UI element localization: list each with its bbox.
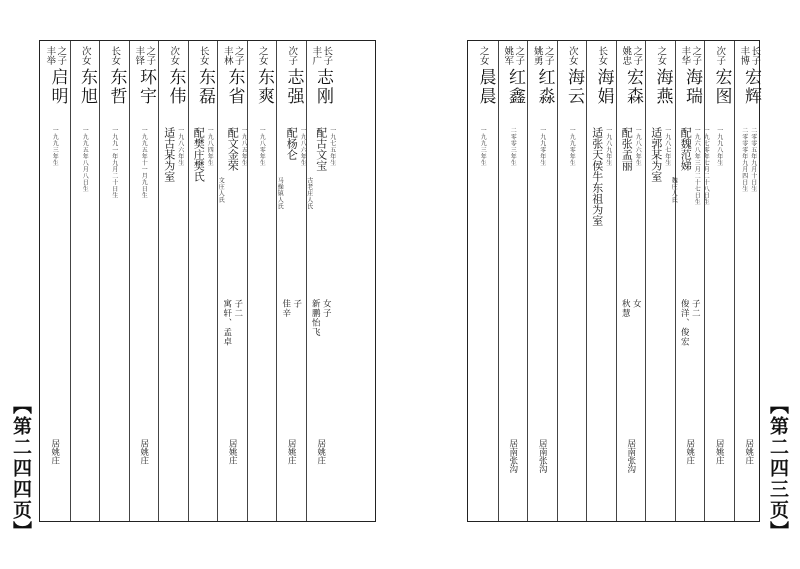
relation-text: 之女 — [256, 46, 268, 65]
relation-text: 之子 — [513, 46, 525, 65]
residence-text: 居南张沟 — [625, 439, 636, 473]
person-details — [100, 127, 129, 199]
person-details — [528, 127, 557, 166]
genealogy-entry — [645, 41, 678, 521]
children-text: 子 — [291, 299, 302, 309]
residence-text: 居姚庄 — [684, 439, 695, 465]
residence — [676, 439, 705, 465]
genealogy-entry — [498, 41, 528, 521]
relation-label — [587, 46, 616, 65]
person-name: 志强 — [283, 68, 304, 106]
genealogy-entry — [276, 41, 306, 521]
residence — [528, 439, 557, 473]
relation-text: 丰华 — [679, 46, 691, 65]
origin-note: 文庄人氏 — [217, 177, 225, 203]
relation-label — [307, 46, 336, 65]
residence-text: 居姚庄 — [743, 439, 754, 465]
birth-date: 一九八六年生 — [634, 127, 642, 166]
birth-date: 二零零零年九月四日生 — [740, 127, 748, 192]
residence-text: 居南张沟 — [537, 439, 548, 473]
children-info — [617, 299, 646, 318]
relation-text: 长子 — [749, 46, 761, 65]
person-name: 东磊 — [195, 68, 215, 106]
spouse-info: 适古某为室 — [162, 127, 176, 182]
relation-label — [705, 46, 734, 65]
person-details — [189, 127, 218, 182]
relation-label — [676, 46, 705, 65]
relation-label — [248, 46, 277, 65]
genealogy-entry — [129, 41, 159, 521]
birth-date: 一九九八年生 — [715, 127, 723, 166]
birth-date: 一九八六年生 — [299, 127, 307, 166]
person-name: 宏森 — [623, 68, 643, 106]
person-name: 东旭 — [77, 68, 97, 106]
spouse-info: 适张天侯牛东祖为室 — [590, 127, 604, 226]
relation-text: 之子 — [690, 46, 702, 65]
spouse-info: 适郭某为室 — [649, 127, 663, 182]
relation-text: 丰举 — [44, 46, 56, 65]
person-details — [617, 127, 646, 171]
residence-text: 居姚庄 — [714, 439, 725, 465]
residence — [130, 439, 159, 465]
person-name: 海燕 — [652, 68, 673, 106]
left-page-table — [39, 40, 376, 522]
relation-text: 姚勇 — [531, 46, 543, 65]
relation-text: 次女 — [168, 46, 180, 65]
children-text: 俊洋、俊宏 — [679, 299, 690, 347]
residence — [617, 439, 646, 473]
relation-text: 次女 — [566, 46, 578, 65]
relation-label — [218, 46, 247, 65]
relation-label — [71, 46, 100, 65]
relation-label — [735, 46, 764, 65]
person-details — [159, 127, 188, 182]
right-page-table — [467, 40, 760, 522]
spouse-info: 配杨仑 — [285, 127, 299, 160]
birth-date: 二零零五年九月十日生 — [749, 127, 757, 192]
origin-note: 魏庄人氏 — [670, 177, 678, 203]
birth-date: 一九九零年生 — [538, 127, 546, 166]
relation-label — [646, 46, 675, 65]
residence — [499, 439, 528, 473]
genealogy-entry — [188, 41, 218, 521]
children-text: 女 — [631, 299, 642, 309]
relation-label — [277, 46, 306, 65]
birth-date: 一九九三年生 — [51, 127, 59, 166]
genealogy-entry — [217, 41, 247, 521]
relation-text: 长女 — [109, 46, 121, 65]
person-name: 东爽 — [254, 68, 274, 106]
children-text: 寓轩、孟卓 — [221, 299, 232, 347]
birth-date: 一九八六年生 — [176, 127, 184, 166]
relation-label — [499, 46, 528, 65]
birth-date: 一九九五年八月八日生 — [81, 127, 89, 192]
person-name: 红鑫 — [505, 68, 525, 106]
spouse-info: 配樊庄樊氏 — [192, 127, 206, 182]
person-name: 东省 — [224, 68, 245, 106]
children-info — [676, 299, 705, 347]
relation-text: 丰铎 — [133, 46, 145, 65]
residence — [307, 439, 336, 465]
relation-label — [558, 46, 587, 65]
residence — [40, 439, 70, 465]
residence — [705, 439, 734, 465]
residence — [277, 439, 306, 465]
relation-label — [189, 46, 218, 65]
birth-date: 一九九三年生 — [479, 127, 487, 166]
children-info — [218, 299, 247, 347]
residence-text: 居姚庄 — [286, 439, 297, 465]
person-details — [218, 127, 247, 203]
birth-date: 一九六八年三月二十七日生 — [693, 127, 701, 205]
relation-text: 姚忠 — [620, 46, 632, 65]
origin-note: 马操镇人氏 — [276, 177, 284, 210]
person-name: 宏图 — [711, 68, 732, 106]
relation-text: 次子 — [714, 46, 726, 65]
children-text: 新鹏怡飞 — [310, 299, 321, 337]
birth-date: 一九九零年生 — [568, 127, 576, 166]
person-details — [307, 127, 336, 210]
birth-date: 一九八零年生 — [258, 127, 266, 166]
relation-label — [468, 46, 498, 65]
birth-date: 一九八四年生 — [206, 127, 214, 166]
person-name: 晨晨 — [475, 68, 496, 106]
person-name: 东哲 — [106, 68, 127, 106]
children-text: 女子 — [321, 299, 332, 318]
person-name: 宏辉 — [741, 68, 761, 106]
spouse-info: 配古文宝 — [314, 127, 328, 171]
relation-label — [159, 46, 188, 65]
residence-text: 居姚庄 — [49, 439, 60, 465]
person-details — [71, 127, 100, 192]
relation-text: 长女 — [197, 46, 209, 65]
birth-date: 一九八九年生 — [604, 127, 612, 166]
residence-text: 居姚庄 — [227, 439, 238, 465]
person-name: 环宇 — [136, 68, 156, 106]
person-details — [40, 127, 70, 166]
person-details — [130, 127, 159, 199]
relation-label — [528, 46, 557, 65]
residence — [735, 439, 764, 465]
relation-label — [130, 46, 159, 65]
children-text: 子二 — [232, 299, 243, 318]
page-number-right: 【第二四三页】 — [767, 395, 789, 542]
relation-text: 次女 — [79, 46, 91, 65]
person-details — [558, 127, 587, 166]
relation-text: 之子 — [542, 46, 554, 65]
person-details — [248, 127, 277, 166]
residence — [218, 439, 247, 465]
children-text: 秋慧 — [620, 299, 631, 318]
person-name: 启明 — [47, 68, 68, 106]
person-name: 红淼 — [534, 68, 555, 106]
spouse-info: 配魏范娣 — [679, 127, 693, 171]
children-text: 子二 — [690, 299, 701, 318]
birth-date: 一九七五年生 — [328, 127, 336, 166]
relation-text: 丰广 — [310, 46, 322, 65]
genealogy-entry — [247, 41, 277, 521]
children-text: 佳辛 — [280, 299, 291, 318]
birth-date: 一九九五年十一月九日生 — [140, 127, 148, 199]
relation-label — [100, 46, 129, 65]
relation-text: 之子 — [144, 46, 156, 65]
relation-text: 次子 — [286, 46, 298, 65]
person-name: 志刚 — [313, 68, 333, 106]
birth-date: 一九八七年生 — [663, 127, 671, 166]
person-name: 海娟 — [593, 68, 614, 106]
genealogy-entry — [557, 41, 587, 521]
children-info — [277, 299, 306, 318]
genealogy-entry — [70, 41, 100, 521]
genealogy-entry — [704, 41, 734, 521]
relation-text: 丰博 — [738, 46, 750, 65]
person-details — [646, 127, 675, 182]
person-details — [468, 127, 498, 166]
birth-date: 二零零三年生 — [509, 127, 517, 166]
genealogy-entry — [40, 41, 70, 521]
genealogy-entry — [586, 41, 616, 521]
genealogy-entry — [468, 41, 498, 521]
relation-text: 长子 — [321, 46, 333, 65]
relation-text: 姚军 — [502, 46, 514, 65]
relation-text: 长女 — [596, 46, 608, 65]
genealogy-entry — [670, 41, 710, 521]
relation-text: 之女 — [655, 46, 667, 65]
person-name: 东伟 — [165, 68, 186, 106]
birth-date: 一九九一年九月二十日生 — [110, 127, 118, 199]
children-info — [307, 299, 336, 337]
residence-text: 居南张沟 — [507, 439, 518, 473]
person-details — [587, 127, 616, 226]
person-details — [735, 127, 764, 192]
page-number-left: 【第二四四页】 — [10, 395, 32, 542]
genealogy-entry — [616, 41, 646, 521]
spouse-info: 配张孟丽 — [620, 127, 634, 171]
relation-label — [40, 46, 70, 65]
spouse-info: 配文金荣 — [226, 127, 240, 171]
person-details — [277, 127, 306, 210]
genealogy-entry — [99, 41, 129, 521]
relation-text: 之子 — [232, 46, 244, 65]
person-details — [670, 127, 710, 205]
genealogy-entry — [734, 41, 764, 521]
residence-text: 居姚庄 — [315, 439, 326, 465]
person-name: 海瑞 — [682, 68, 702, 106]
person-details — [705, 127, 734, 166]
birth-date: 一九七零年七月二十八日生 — [702, 127, 710, 205]
relation-label — [617, 46, 646, 65]
relation-text: 丰林 — [221, 46, 233, 65]
relation-text: 之子 — [631, 46, 643, 65]
person-details — [499, 127, 528, 166]
origin-note: 古老庄人氏 — [305, 177, 313, 210]
person-name: 海云 — [564, 68, 584, 106]
genealogy-entry — [306, 41, 336, 521]
genealogy-entry — [158, 41, 188, 521]
residence-text: 居姚庄 — [138, 439, 149, 465]
relation-text: 之子 — [55, 46, 67, 65]
genealogy-entry — [527, 41, 557, 521]
birth-date: 一九八五年生 — [240, 127, 248, 166]
relation-text: 之女 — [477, 46, 489, 65]
